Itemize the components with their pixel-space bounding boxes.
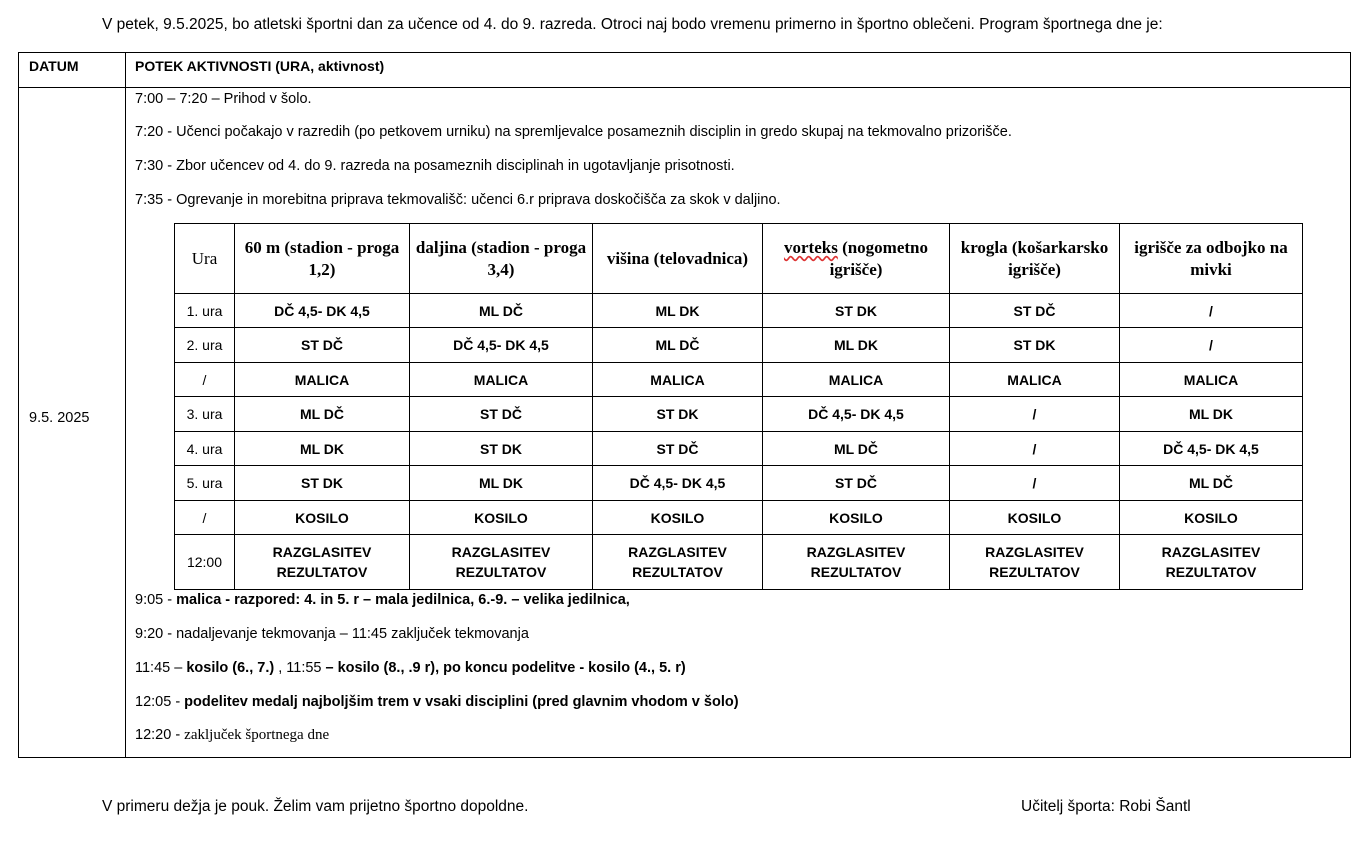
footer-rain-note: V primeru dežja je pouk. Želim vam prijetno športno dopoldne.: [102, 798, 529, 815]
table-row: [175, 466, 1303, 501]
line-arrival: 7:00 – 7:20 – Prihod v šolo.: [135, 91, 312, 107]
table-cell: RAZGLASITEV REZULTATOV: [950, 535, 1120, 590]
table-cell: /: [950, 432, 1120, 466]
table-row: [175, 397, 1303, 432]
lunch-text-b: kosilo (6., 7.): [186, 660, 275, 676]
table-cell: ST DČ: [235, 328, 410, 363]
table-cell: DČ 4,5- DK 4,5: [1120, 432, 1303, 466]
table-row: [175, 501, 1303, 535]
lunch-time-a: 11:45 –: [135, 660, 187, 676]
header-potek: POTEK AKTIVNOSTI (URA, aktivnost): [135, 58, 385, 74]
table-cell: MALICA: [593, 363, 763, 397]
intro-text: V petek, 9.5.2025, bo atletski športni dan za učence od 4. do 9. razreda. Otroci naj bodo vremenu primerno in športno oblečeni. Program športnega dne je:: [102, 16, 1163, 33]
table-cell: ML DČ: [235, 397, 410, 432]
row-ura: 1. ura: [175, 294, 235, 328]
lunch-text-d: – kosilo (8., .9 r), po koncu podelitve - kosilo (4., 5. r): [325, 660, 686, 676]
table-cell: KOSILO: [410, 501, 593, 535]
table-cell: ML DK: [410, 466, 593, 501]
table-cell: /: [1120, 294, 1303, 328]
line-medals: [135, 694, 739, 710]
lunch-time-c: , 11:55: [274, 660, 326, 676]
table-cell: RAZGLASITEV REZULTATOV: [593, 535, 763, 590]
table-cell: RAZGLASITEV REZULTATOV: [235, 535, 410, 590]
line-end: [135, 727, 329, 744]
table-cell: KOSILO: [593, 501, 763, 535]
table-cell: /: [950, 466, 1120, 501]
row-ura: 2. ura: [175, 328, 235, 363]
table-cell: KOSILO: [763, 501, 950, 535]
lunch-break-time: 9:05 -: [135, 592, 177, 608]
table-cell: DČ 4,5- DK 4,5: [593, 466, 763, 501]
program-table: [18, 52, 1351, 758]
row-ura: /: [175, 501, 235, 535]
table-cell: MALICA: [763, 363, 950, 397]
table-cell: DČ 4,5- DK 4,5: [763, 397, 950, 432]
end-time: 12:20 -: [135, 727, 185, 743]
table-cell: ML DČ: [593, 328, 763, 363]
table-cell: KOSILO: [1120, 501, 1303, 535]
date-cell: 9.5. 2025: [29, 410, 90, 426]
col-header-krogla: krogla (košarkarsko igrišče): [950, 224, 1120, 294]
table-cell: ST DČ: [950, 294, 1120, 328]
discipline-schedule-table: [174, 223, 1303, 590]
table-cell: ST DK: [950, 328, 1120, 363]
col-header-60m: 60 m (stadion - proga 1,2): [235, 224, 410, 294]
table-cell: KOSILO: [950, 501, 1120, 535]
table-cell: KOSILO: [235, 501, 410, 535]
table-cell: /: [1120, 328, 1303, 363]
header-datum: DATUM: [29, 58, 79, 74]
line-lunch-break: [135, 592, 630, 608]
table-cell: ML DK: [235, 432, 410, 466]
line-lunch: [135, 660, 686, 676]
table-row: [175, 328, 1303, 363]
table-row: [175, 294, 1303, 328]
line-warmup: 7:35 - Ogrevanje in morebitna priprava tekmovališč: učenci 6.r priprava doskočišča za skok v daljino.: [135, 192, 781, 208]
line-gathering: 7:30 - Zbor učencev od 4. do 9. razreda na posameznih disciplinah in ugotavljanje prisotnosti.: [135, 158, 735, 174]
medals-time: 12:05 -: [135, 694, 185, 710]
table-cell: MALICA: [1120, 363, 1303, 397]
table-cell: RAZGLASITEV REZULTATOV: [410, 535, 593, 590]
table-cell: MALICA: [410, 363, 593, 397]
table-cell: RAZGLASITEV REZULTATOV: [1120, 535, 1303, 590]
table-cell: ST DK: [763, 294, 950, 328]
col-header-visina: višina (telovadnica): [593, 224, 763, 294]
table-cell: ML DK: [593, 294, 763, 328]
table-cell: DČ 4,5- DK 4,5: [410, 328, 593, 363]
col-header-vorteks: [763, 224, 950, 294]
table-row: [175, 432, 1303, 466]
table-cell: DČ 4,5- DK 4,5: [235, 294, 410, 328]
row-ura: /: [175, 363, 235, 397]
table-row: [175, 363, 1303, 397]
row-ura: 4. ura: [175, 432, 235, 466]
medals-text: podelitev medalj najboljšim trem v vsaki disciplini (pred glavnim vhodom v šolo): [184, 694, 739, 710]
table-cell: ML DČ: [763, 432, 950, 466]
table-cell: ST DK: [235, 466, 410, 501]
vorteks-word: vorteks: [783, 237, 838, 257]
table-cell: ST DK: [410, 432, 593, 466]
row-ura: 5. ura: [175, 466, 235, 501]
table-cell: ST DČ: [410, 397, 593, 432]
table-row: [175, 535, 1303, 590]
lunch-break-text: malica - razpored: 4. in 5. r – mala jedilnica, 6.-9. – velika jedilnica,: [176, 592, 630, 608]
table-cell: ML DČ: [1120, 466, 1303, 501]
table-cell: /: [950, 397, 1120, 432]
table-cell: RAZGLASITEV REZULTATOV: [763, 535, 950, 590]
row-ura: 12:00: [175, 535, 235, 590]
col-header-odbojka: igrišče za odbojko na mivki: [1120, 224, 1303, 294]
table-cell: ML DK: [763, 328, 950, 363]
footer-teacher: Učitelj športa: Robi Šantl: [1021, 798, 1191, 815]
end-text: zaključek športnega dne: [184, 727, 330, 743]
header-divider: [19, 87, 1350, 88]
table-cell: MALICA: [950, 363, 1120, 397]
schedule-header-row: [175, 224, 1303, 294]
col-header-daljina: daljina (stadion - proga 3,4): [410, 224, 593, 294]
row-ura: 3. ura: [175, 397, 235, 432]
line-continuation: 9:20 - nadaljevanje tekmovanja – 11:45 zaključek tekmovanja: [135, 626, 529, 642]
table-cell: ST DK: [593, 397, 763, 432]
table-cell: ST DČ: [593, 432, 763, 466]
vorteks-rest: (nogometno igrišče): [829, 237, 929, 279]
column-divider: [125, 53, 126, 757]
table-cell: ML DČ: [410, 294, 593, 328]
line-waiting: 7:20 - Učenci počakajo v razredih (po petkovem urniku) na spremljevalce posameznih disciplin in gredo skupaj na tekmovalno prizorišče.: [135, 124, 1012, 140]
table-cell: ML DK: [1120, 397, 1303, 432]
col-header-ura: Ura: [175, 224, 235, 294]
table-cell: MALICA: [235, 363, 410, 397]
table-cell: ST DČ: [763, 466, 950, 501]
